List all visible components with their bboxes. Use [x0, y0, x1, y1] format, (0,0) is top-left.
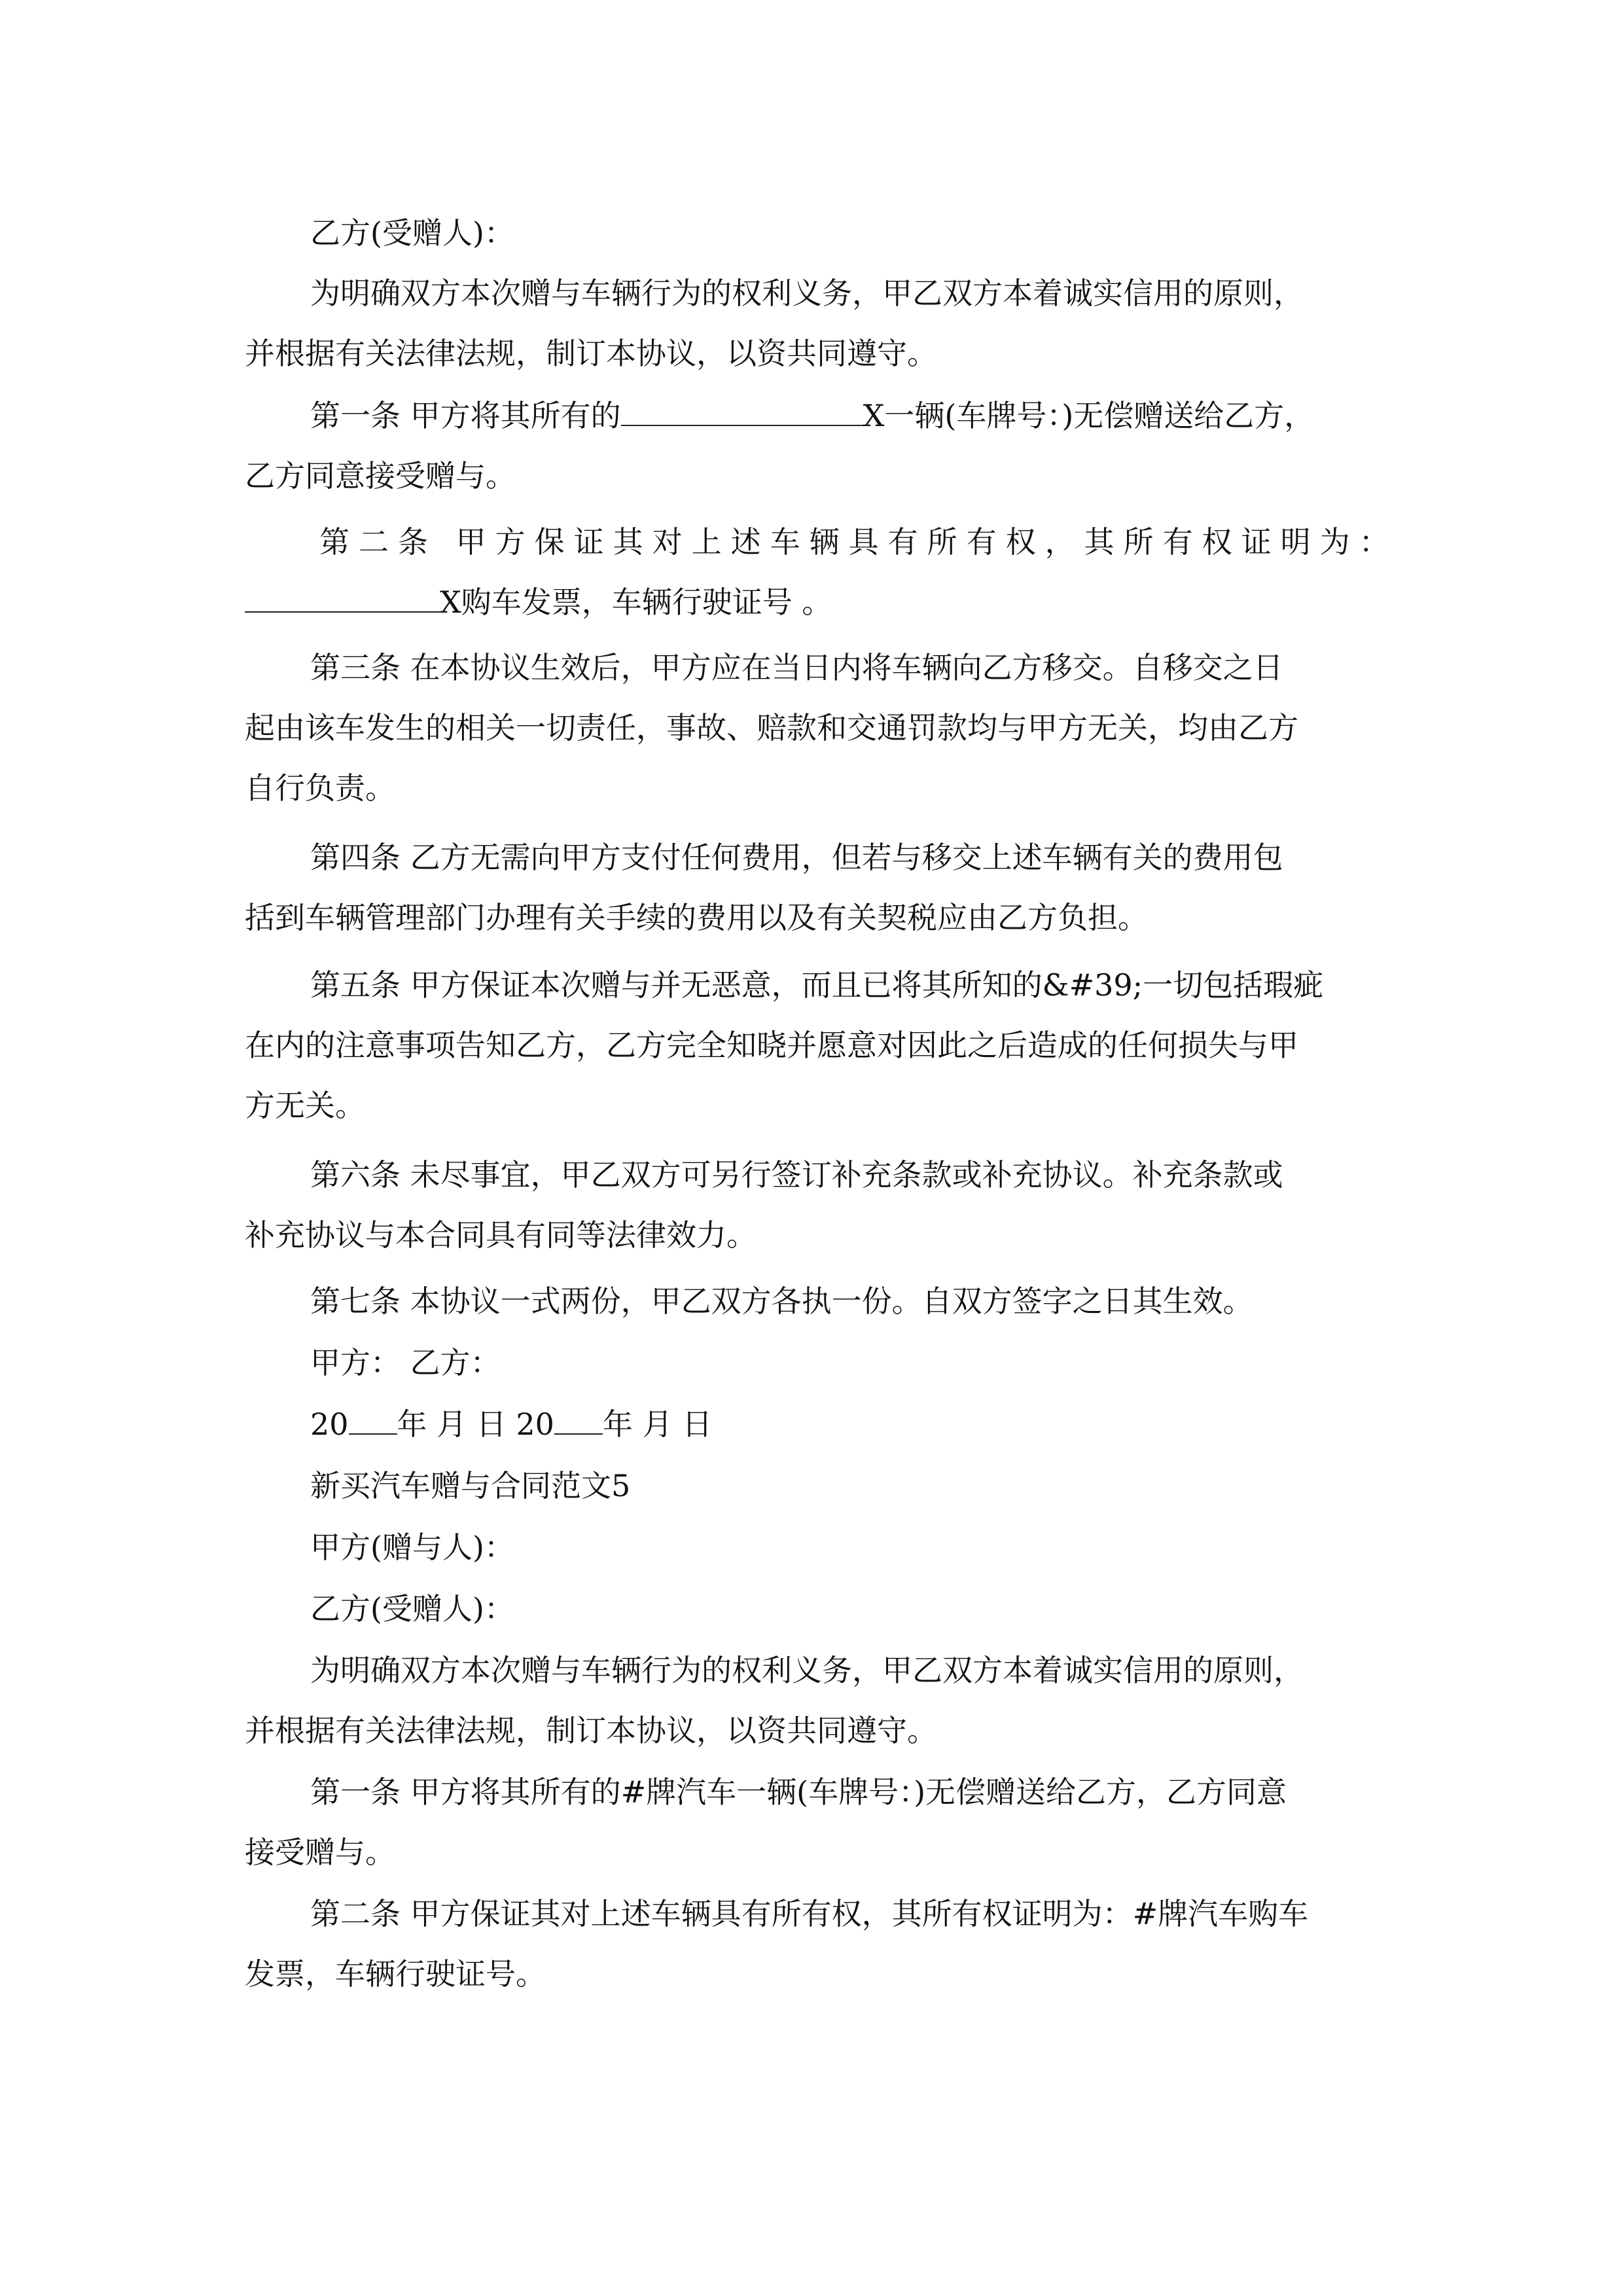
paragraph-line: 方无关。 [245, 1088, 365, 1123]
signature-line: 甲方： 乙方： [310, 1345, 501, 1380]
paragraph-line: 括到车辆管理部门办理有关手续的费用以及有关契税应由乙方负担。 [245, 900, 1148, 935]
date-year-prefix: 20 [310, 1407, 349, 1442]
paragraph-line: 发票，车辆行驶证号。 [245, 1956, 546, 1992]
paragraph-line: 第五条 甲方保证本次赠与并无恶意，而且已将其所知的&#39;一切包括瑕疵 [310, 967, 1324, 1003]
article-2-line-cont [245, 583, 832, 622]
paragraph-line: 补充协议与本合同具有同等法律效力。 [245, 1217, 757, 1253]
fill-blank [554, 1405, 603, 1435]
paragraph-line: 并根据有关法律法规，制订本协议，以资共同遵守。 [245, 336, 937, 371]
fill-blank [621, 396, 863, 426]
paragraph-line: 第六条 未尽事宜，甲乙双方可另行签订补充条款或补充协议。补充条款或 [310, 1157, 1283, 1193]
paragraph-line: 为明确双方本次赠与车辆行为的权利义务，甲乙双方本着诚实信用的原则， [310, 1653, 1304, 1688]
paragraph-line: 第二条 甲方保证其对上述车辆具有所有权，其所有权证明为：#牌汽车购车 [310, 1896, 1309, 1931]
paragraph-line: 自行负责。 [245, 770, 395, 806]
article-1-text: 第一条 甲方将其所有的 [310, 398, 621, 433]
paragraph-line: 第三条 在本协议生效后，甲方应在当日内将车辆向乙方移交。自移交之日 [310, 650, 1283, 685]
paragraph-line: 第一条 甲方将其所有的#牌汽车一辆(车牌号：)无偿赠送给乙方，乙方同意 [310, 1774, 1287, 1810]
paragraph-line: 第四条 乙方无需向甲方支付任何费用，但若与移交上述车辆有关的费用包 [310, 840, 1283, 875]
date-text: 年 月 日 20 [397, 1407, 554, 1442]
fill-blank [245, 583, 440, 613]
section-heading: 新买汽车赠与合同范文5 [310, 1468, 631, 1503]
article-2-text-cont: X购车发票，车辆行驶证号 。 [440, 584, 832, 620]
paragraph-line: 为明确双方本次赠与车辆行为的权利义务，甲乙双方本着诚实信用的原则， [310, 276, 1304, 311]
date-text-cont: 年 月 日 [602, 1407, 713, 1442]
article-2-line: 第二条 甲方保证其对上述车辆具有所有权，其所有权证明为： [319, 524, 1399, 560]
paragraph-line: 接受赠与。 [245, 1835, 395, 1870]
paragraph-line: 乙方(受赠人)： [310, 1591, 514, 1626]
paragraph-line: 第七条 本协议一式两份，甲乙双方各执一份。自双方签字之日其生效。 [310, 1283, 1253, 1319]
paragraph-line: 甲方(赠与人)： [310, 1530, 514, 1565]
paragraph-line: 乙方同意接受赠与。 [245, 458, 516, 493]
article-1-line [310, 396, 1314, 435]
paragraph-line: 并根据有关法律法规，制订本协议，以资共同遵守。 [245, 1713, 937, 1748]
paragraph-line: 在内的注意事项告知乙方，乙方完全知晓并愿意对因此之后造成的任何损失与甲 [245, 1028, 1298, 1063]
date-line [310, 1405, 712, 1444]
article-1-text-cont: X一辆(车牌号：)无偿赠送给乙方， [863, 398, 1315, 433]
fill-blank [349, 1405, 397, 1435]
paragraph-line: 起由该车发生的相关一切责任，事故、赔款和交通罚款均与甲方无关，均由乙方 [245, 710, 1298, 745]
paragraph-line: 乙方(受赠人)： [310, 215, 514, 251]
